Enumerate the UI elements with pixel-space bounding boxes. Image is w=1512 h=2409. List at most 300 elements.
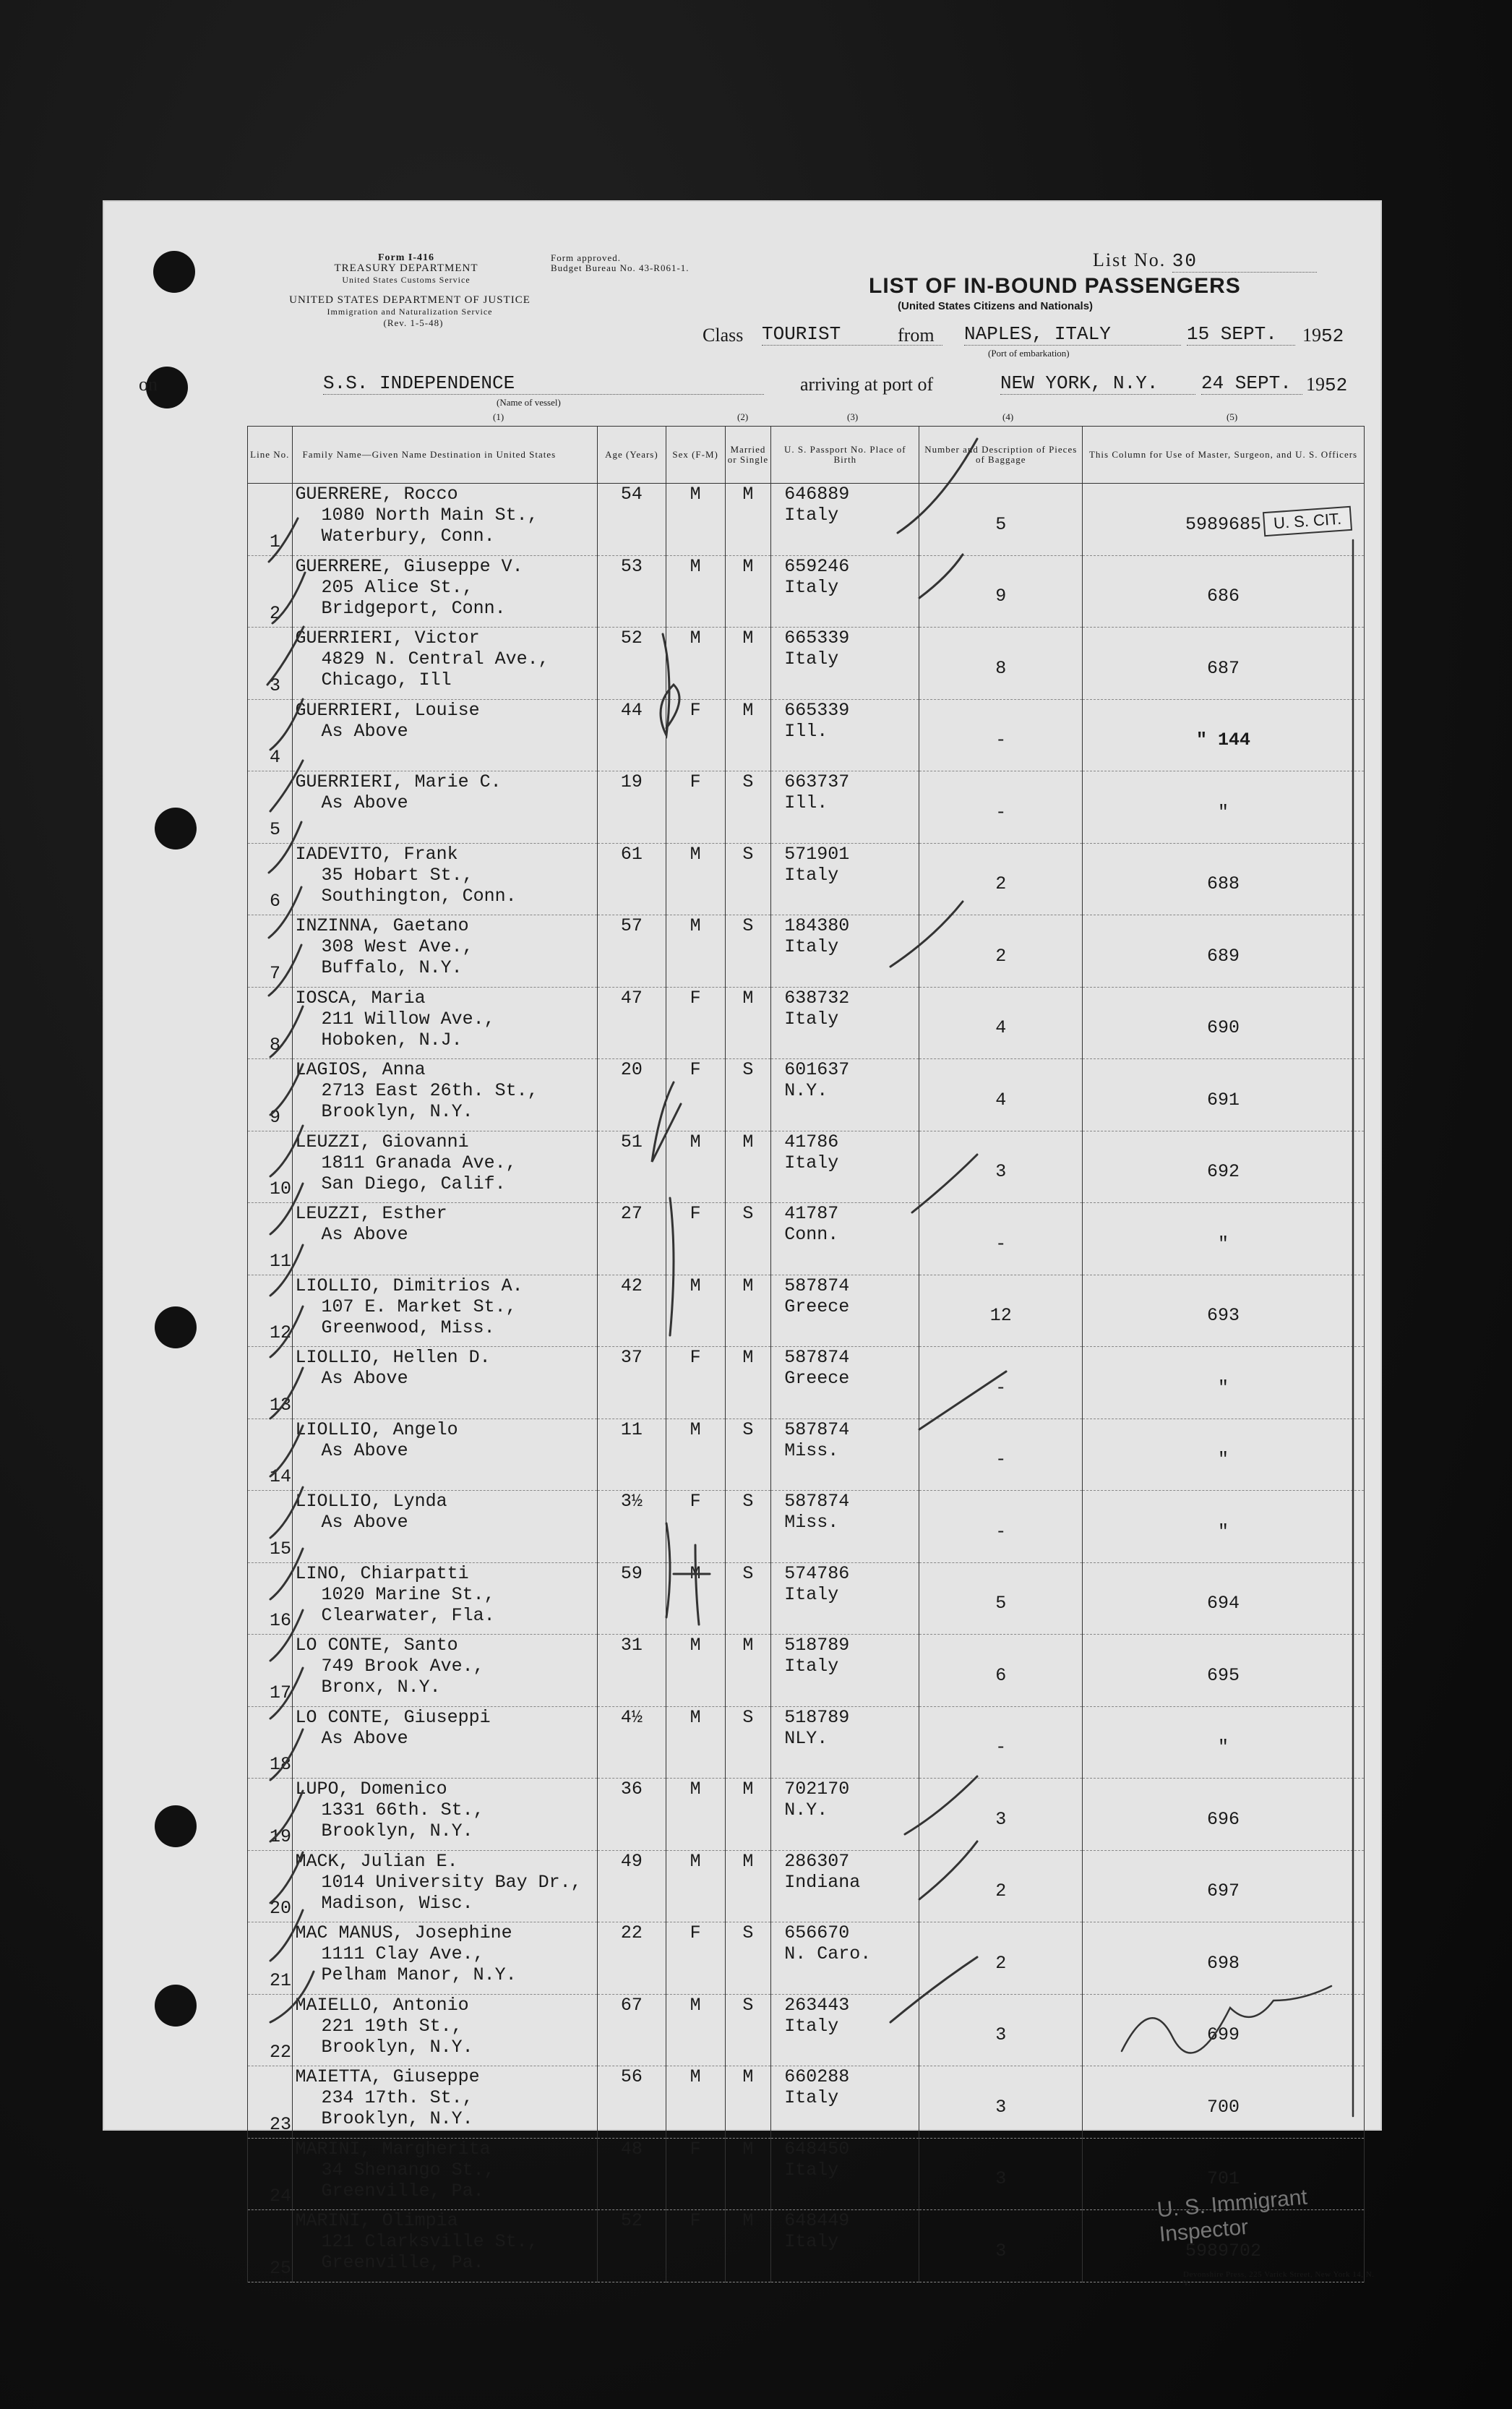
passport-cell bbox=[771, 1203, 919, 1275]
name-destination-cell bbox=[292, 1850, 598, 1922]
baggage-cell bbox=[919, 1347, 1083, 1419]
baggage-cell bbox=[919, 843, 1083, 915]
line-number-cell bbox=[248, 1131, 293, 1203]
age: 51 bbox=[620, 1131, 643, 1152]
marital-status: M bbox=[742, 1275, 754, 1296]
marital-status: M bbox=[742, 2210, 754, 2231]
officer-cell bbox=[1083, 1706, 1365, 1779]
baggage-cell bbox=[919, 1922, 1083, 1995]
officer-number: 686 bbox=[1207, 586, 1240, 607]
marital-cell bbox=[725, 2066, 771, 2139]
passport-cell bbox=[771, 1706, 919, 1779]
name-destination-cell bbox=[292, 1275, 598, 1347]
marital-cell bbox=[725, 1562, 771, 1635]
sex-cell bbox=[666, 1994, 725, 2066]
place-of-birth: Miss. bbox=[784, 1439, 839, 1461]
line-number: 17 bbox=[270, 1682, 292, 1703]
marital-cell bbox=[725, 1922, 771, 1995]
baggage-cell bbox=[919, 1635, 1083, 1707]
address-line-2: Southington, Conn. bbox=[321, 885, 517, 907]
place-of-birth: Italy bbox=[784, 1583, 839, 1605]
age-cell bbox=[598, 771, 666, 844]
baggage-cell bbox=[919, 2138, 1083, 2210]
passport-cell bbox=[771, 987, 919, 1059]
baggage-count: - bbox=[995, 729, 1007, 751]
marital-status: S bbox=[742, 1562, 754, 1584]
line-number-cell bbox=[248, 1491, 293, 1563]
line-number: 16 bbox=[270, 1610, 292, 1631]
marital-cell bbox=[725, 1994, 771, 2066]
sex: F bbox=[690, 1922, 701, 1943]
officer-number: 687 bbox=[1207, 657, 1240, 679]
marital-cell bbox=[725, 1059, 771, 1131]
officer-number: 696 bbox=[1207, 1808, 1240, 1830]
baggage-count: - bbox=[995, 1737, 1007, 1758]
officer-number: " bbox=[1218, 1520, 1229, 1542]
address-line-2: Bridgeport, Conn. bbox=[321, 597, 506, 619]
col-header-age: Age (Years) bbox=[598, 427, 666, 484]
baggage-count: - bbox=[995, 1449, 1007, 1471]
name-destination-cell bbox=[292, 555, 598, 628]
passenger-name: LIOLLIO, Dimitrios A. bbox=[295, 1275, 523, 1296]
printer-footer: Devonshire Press, 225 Varick Street, New York 14, N. Y. bbox=[1183, 2270, 1375, 2288]
officer-cell bbox=[1083, 628, 1365, 700]
line-number: 14 bbox=[270, 1466, 292, 1487]
age-cell bbox=[598, 2210, 666, 2282]
officer-cell bbox=[1083, 1994, 1365, 2066]
marital-status: M bbox=[742, 1635, 754, 1656]
marital-status: M bbox=[742, 1131, 754, 1152]
officer-number: 691 bbox=[1207, 1089, 1240, 1111]
on-label: on bbox=[139, 374, 158, 395]
place-of-birth: Italy bbox=[784, 1656, 839, 1677]
col-header-line: Line No. bbox=[248, 427, 293, 484]
line-number: 4 bbox=[270, 747, 281, 768]
baggage-cell bbox=[919, 1203, 1083, 1275]
passenger-name: IADEVITO, Frank bbox=[295, 843, 458, 865]
officer-number: 698 bbox=[1207, 1952, 1240, 1974]
justice-dept: UNITED STATES DEPARTMENT OF JUSTICE bbox=[289, 294, 531, 306]
line-number-cell bbox=[248, 1419, 293, 1491]
address-line-1: 308 West Ave., bbox=[321, 936, 473, 957]
passport-cell bbox=[771, 915, 919, 988]
col-header-baggage: Number and Description of Pieces of Baggage bbox=[919, 427, 1083, 484]
sex: M bbox=[690, 555, 701, 577]
place-of-birth: N.Y. bbox=[784, 1800, 828, 1820]
officer-number: 5989685 bbox=[1185, 513, 1262, 535]
col-number: (4) bbox=[1002, 411, 1014, 422]
baggage-cell bbox=[919, 2066, 1083, 2139]
table-row bbox=[248, 1419, 1365, 1491]
sex: M bbox=[690, 1562, 701, 1584]
address-line-1: As Above bbox=[321, 1224, 408, 1245]
address-line-2: Brooklyn, N.Y. bbox=[321, 1101, 473, 1122]
address-line-1: 107 E. Market St., bbox=[321, 1296, 517, 1317]
marital-status: S bbox=[742, 1203, 754, 1224]
baggage-count: - bbox=[995, 1233, 1007, 1254]
line-number: 11 bbox=[270, 1250, 292, 1272]
address-line-1: 1080 North Main St., bbox=[321, 505, 538, 526]
baggage-count: 9 bbox=[995, 586, 1007, 607]
col-header-officers: This Column for Use of Master, Surgeon, and U. S. Officers bbox=[1083, 427, 1365, 484]
age-cell bbox=[598, 1203, 666, 1275]
line-number: 22 bbox=[270, 2042, 292, 2063]
table-row bbox=[248, 2066, 1365, 2139]
sex-cell bbox=[666, 699, 725, 771]
class-value: TOURIST bbox=[762, 323, 942, 346]
age-cell bbox=[598, 1706, 666, 1779]
passenger-name: GUERRIERI, Marie C. bbox=[295, 771, 502, 792]
address-line-1: As Above bbox=[321, 1512, 408, 1533]
place-of-birth: Italy bbox=[784, 576, 839, 598]
sex: F bbox=[690, 1491, 701, 1512]
age-cell bbox=[598, 1131, 666, 1203]
passenger-name: LIOLLIO, Lynda bbox=[295, 1491, 447, 1512]
baggage-cell bbox=[919, 1994, 1083, 2066]
age-cell bbox=[598, 1850, 666, 1922]
list-number: 30 bbox=[1172, 250, 1317, 273]
marital-cell bbox=[725, 771, 771, 844]
baggage-count: 3 bbox=[995, 2024, 1007, 2046]
passenger-rows bbox=[248, 484, 1365, 2282]
passenger-name: LEUZZI, Esther bbox=[295, 1203, 447, 1224]
table-header-row bbox=[248, 427, 1365, 484]
officer-number: " bbox=[1218, 1233, 1229, 1254]
marital-status: M bbox=[742, 628, 754, 649]
name-destination-cell bbox=[292, 1922, 598, 1995]
place-of-birth: Italy bbox=[784, 2087, 839, 2108]
table-row bbox=[248, 1059, 1365, 1131]
age: 27 bbox=[620, 1203, 643, 1224]
line-number: 19 bbox=[270, 1826, 292, 1847]
baggage-count: 4 bbox=[995, 1089, 1007, 1111]
sex-cell bbox=[666, 1491, 725, 1563]
age: 57 bbox=[620, 915, 643, 936]
age: 3½ bbox=[620, 1491, 643, 1512]
passport-number: 646889 bbox=[784, 484, 850, 505]
address-line-1: 749 Brook Ave., bbox=[321, 1656, 484, 1677]
col-number: (3) bbox=[847, 411, 859, 422]
baggage-cell bbox=[919, 1491, 1083, 1563]
officer-cell bbox=[1083, 1419, 1365, 1491]
officer-number: 699 bbox=[1207, 2024, 1240, 2046]
marital-cell bbox=[725, 699, 771, 771]
marital-status: S bbox=[742, 1059, 754, 1080]
age-cell bbox=[598, 2066, 666, 2139]
name-destination-cell bbox=[292, 1706, 598, 1779]
place-of-birth: Indiana bbox=[784, 1871, 861, 1893]
age: 53 bbox=[620, 555, 643, 577]
age: 52 bbox=[620, 628, 643, 649]
age-cell bbox=[598, 2138, 666, 2210]
punch-hole bbox=[155, 1805, 197, 1847]
sex-cell bbox=[666, 1635, 725, 1707]
officer-number: 689 bbox=[1207, 945, 1240, 967]
address-line-1: As Above bbox=[321, 1727, 408, 1749]
marital-cell bbox=[725, 1131, 771, 1203]
passport-number: 518789 bbox=[784, 1706, 850, 1728]
passenger-name: GUERRIERI, Victor bbox=[295, 628, 480, 649]
name-destination-cell bbox=[292, 843, 598, 915]
place-of-birth: Italy bbox=[784, 649, 839, 669]
name-destination-cell bbox=[292, 1635, 598, 1707]
passport-cell bbox=[771, 1131, 919, 1203]
sex: M bbox=[690, 1419, 701, 1440]
line-number: 12 bbox=[270, 1322, 292, 1343]
baggage-count: 3 bbox=[995, 1808, 1007, 1830]
table-row bbox=[248, 699, 1365, 771]
passenger-name: MARINI, Olimpia bbox=[295, 2210, 458, 2231]
age-cell bbox=[598, 1779, 666, 1851]
address-line-2: Greenwood, Miss. bbox=[321, 1317, 495, 1338]
marital-status: M bbox=[742, 1347, 754, 1368]
embark-caption: (Port of embarkation) bbox=[988, 348, 1070, 359]
table-row bbox=[248, 1203, 1365, 1275]
line-number-cell bbox=[248, 555, 293, 628]
address-line-1: 221 19th St., bbox=[321, 2015, 463, 2037]
marital-cell bbox=[725, 1491, 771, 1563]
passenger-name: LIOLLIO, Angelo bbox=[295, 1419, 458, 1440]
passport-number: 665339 bbox=[784, 699, 850, 721]
name-destination-cell bbox=[292, 2210, 598, 2282]
marital-cell bbox=[725, 915, 771, 988]
baggage-count: - bbox=[995, 801, 1007, 823]
baggage-cell bbox=[919, 484, 1083, 556]
sex: M bbox=[690, 2066, 701, 2087]
baggage-count: 2 bbox=[995, 945, 1007, 967]
officer-cell bbox=[1083, 1275, 1365, 1347]
baggage-cell bbox=[919, 699, 1083, 771]
sex-cell bbox=[666, 1850, 725, 1922]
sex: M bbox=[690, 628, 701, 649]
passenger-name: MACK, Julian E. bbox=[295, 1850, 458, 1872]
sex: F bbox=[690, 771, 701, 792]
baggage-cell bbox=[919, 1779, 1083, 1851]
name-destination-cell bbox=[292, 1059, 598, 1131]
line-number: 1 bbox=[270, 531, 281, 552]
sex: M bbox=[690, 1850, 701, 1872]
passport-number: 518789 bbox=[784, 1635, 850, 1656]
passport-cell bbox=[771, 2066, 919, 2139]
vessel-name: S.S. INDEPENDENCE bbox=[323, 372, 764, 395]
sex: M bbox=[690, 1275, 701, 1296]
sex-cell bbox=[666, 1706, 725, 1779]
age-cell bbox=[598, 987, 666, 1059]
address-line-2: Buffalo, N.Y. bbox=[321, 957, 463, 978]
age: 47 bbox=[620, 987, 643, 1009]
line-number: 10 bbox=[270, 1178, 292, 1199]
age-cell bbox=[598, 1419, 666, 1491]
passport-cell bbox=[771, 1491, 919, 1563]
address-line-1: 1331 66th. St., bbox=[321, 1800, 484, 1820]
passenger-name: LO CONTE, Giuseppi bbox=[295, 1706, 491, 1728]
baggage-count: 2 bbox=[995, 873, 1007, 895]
officer-cell bbox=[1083, 1059, 1365, 1131]
arrival-date: 24 SEPT. bbox=[1201, 372, 1302, 395]
line-number-cell bbox=[248, 2066, 293, 2139]
sex: M bbox=[690, 484, 701, 505]
line-number-cell bbox=[248, 1779, 293, 1851]
place-of-birth: Italy bbox=[784, 936, 839, 957]
officer-cell bbox=[1083, 1203, 1365, 1275]
col-header-passport: U. S. Passport No. Place of Birth bbox=[771, 427, 919, 484]
baggage-count: 2 bbox=[995, 1880, 1007, 1902]
sex-cell bbox=[666, 628, 725, 700]
marital-status: M bbox=[742, 484, 754, 505]
age: 67 bbox=[620, 1994, 643, 2016]
name-destination-cell bbox=[292, 1203, 598, 1275]
passport-number: 41787 bbox=[784, 1203, 839, 1224]
col-header-sex: Sex (F-M) bbox=[666, 427, 725, 484]
passport-number: 665339 bbox=[784, 628, 850, 649]
embark-date: 15 SEPT. bbox=[1187, 323, 1295, 346]
sex-cell bbox=[666, 1922, 725, 1995]
baggage-cell bbox=[919, 1706, 1083, 1779]
age: 52 bbox=[620, 2210, 643, 2231]
name-destination-cell bbox=[292, 1562, 598, 1635]
baggage-count: 4 bbox=[995, 1017, 1007, 1039]
line-number: 9 bbox=[270, 1106, 281, 1128]
line-number: 25 bbox=[270, 2257, 292, 2279]
line-number-cell bbox=[248, 987, 293, 1059]
marital-cell bbox=[725, 1635, 771, 1707]
list-number-label: List No. 30 bbox=[1093, 249, 1317, 273]
sex-cell bbox=[666, 484, 725, 556]
marital-status: S bbox=[742, 1419, 754, 1440]
baggage-count: 8 bbox=[995, 657, 1007, 679]
sex-cell bbox=[666, 555, 725, 628]
passenger-name: MAIETTA, Giuseppe bbox=[295, 2066, 480, 2087]
table-row bbox=[248, 843, 1365, 915]
passport-number: 659246 bbox=[784, 555, 850, 577]
marital-status: M bbox=[742, 987, 754, 1009]
sex-cell bbox=[666, 1419, 725, 1491]
sex: M bbox=[690, 1131, 701, 1152]
place-of-birth: Ill. bbox=[784, 720, 828, 742]
officer-number: " bbox=[1218, 801, 1229, 823]
passport-number: 574786 bbox=[784, 1562, 850, 1584]
passport-cell bbox=[771, 1275, 919, 1347]
passport-number: 571901 bbox=[784, 843, 850, 865]
line-number-cell bbox=[248, 1850, 293, 1922]
line-number-cell bbox=[248, 1059, 293, 1131]
line-number: 24 bbox=[270, 2186, 292, 2207]
place-of-birth: Greece bbox=[784, 1296, 850, 1317]
address-line-1: 234 17th. St., bbox=[321, 2087, 473, 2108]
address-line-1: 2713 East 26th. St., bbox=[321, 1080, 538, 1101]
line-number: 5 bbox=[270, 818, 281, 840]
marital-cell bbox=[725, 628, 771, 700]
punch-hole bbox=[153, 251, 195, 293]
table-row bbox=[248, 771, 1365, 844]
baggage-count: 3 bbox=[995, 2168, 1007, 2190]
sex: F bbox=[690, 699, 701, 721]
passenger-name: LO CONTE, Santo bbox=[295, 1635, 458, 1656]
passport-cell bbox=[771, 1994, 919, 2066]
line-number: 13 bbox=[270, 1394, 292, 1416]
line-number-cell bbox=[248, 1275, 293, 1347]
baggage-cell bbox=[919, 1275, 1083, 1347]
line-number-cell bbox=[248, 1203, 293, 1275]
passport-cell bbox=[771, 1635, 919, 1707]
name-destination-cell bbox=[292, 1419, 598, 1491]
punch-hole bbox=[155, 1985, 197, 2027]
marital-cell bbox=[725, 1706, 771, 1779]
officer-cell bbox=[1083, 1635, 1365, 1707]
line-number-cell bbox=[248, 843, 293, 915]
passport-number: 601637 bbox=[784, 1059, 850, 1080]
address-line-1: 1020 Marine St., bbox=[321, 1583, 495, 1605]
passenger-manifest-sheet bbox=[103, 200, 1382, 2288]
baggage-cell bbox=[919, 915, 1083, 988]
col-number: (5) bbox=[1227, 411, 1238, 422]
officer-cell bbox=[1083, 1491, 1365, 1563]
sex-cell bbox=[666, 2066, 725, 2139]
table-row bbox=[248, 1850, 1365, 1922]
marital-status: M bbox=[742, 699, 754, 721]
age-cell bbox=[598, 1635, 666, 1707]
baggage-count: 5 bbox=[995, 1593, 1007, 1614]
line-number-cell bbox=[248, 1635, 293, 1707]
age: 4½ bbox=[620, 1706, 643, 1728]
address-line-1: 1111 Clay Ave., bbox=[321, 1943, 484, 1964]
marital-status: M bbox=[742, 555, 754, 577]
age: 44 bbox=[620, 699, 643, 721]
passport-number: 656670 bbox=[784, 1922, 850, 1943]
address-line-1: 35 Hobart St., bbox=[321, 864, 473, 886]
place-of-birth: Ill. bbox=[784, 792, 828, 813]
marital-cell bbox=[725, 987, 771, 1059]
passenger-name: MARINI, Margherita bbox=[295, 2138, 491, 2160]
passport-number: 41786 bbox=[784, 1131, 839, 1152]
col-header-name: Family Name—Given Name Destination in United States bbox=[292, 427, 598, 484]
sex: F bbox=[690, 1347, 701, 1368]
baggage-count: 5 bbox=[995, 513, 1007, 535]
age-cell bbox=[598, 1994, 666, 2066]
address-line-2: Hoboken, N.J. bbox=[321, 1029, 463, 1051]
name-destination-cell bbox=[292, 484, 598, 556]
baggage-count: 2 bbox=[995, 1952, 1007, 1974]
address-line-1: As Above bbox=[321, 1368, 408, 1389]
baggage-cell bbox=[919, 1059, 1083, 1131]
marital-status: S bbox=[742, 1491, 754, 1512]
passport-cell bbox=[771, 1922, 919, 1995]
officer-number: 694 bbox=[1207, 1593, 1240, 1614]
place-of-birth: Italy bbox=[784, 1152, 839, 1173]
marital-cell bbox=[725, 484, 771, 556]
officer-number: " bbox=[1218, 1449, 1229, 1471]
table-row bbox=[248, 1131, 1365, 1203]
class-label: Class bbox=[703, 325, 744, 346]
address-line-1: 1811 Granada Ave., bbox=[321, 1152, 517, 1173]
passenger-table bbox=[247, 426, 1365, 2282]
col-header-married: Married or Single bbox=[725, 427, 771, 484]
treasury-dept: TREASURY DEPARTMENT bbox=[334, 262, 478, 274]
sex: F bbox=[690, 987, 701, 1009]
table-row bbox=[248, 1779, 1365, 1851]
marital-cell bbox=[725, 2138, 771, 2210]
passport-number: 648450 bbox=[784, 2138, 850, 2160]
budget-bureau: Budget Bureau No. 43-R061-1. bbox=[551, 262, 690, 273]
line-number: 21 bbox=[270, 1969, 292, 1991]
sex: M bbox=[690, 1635, 701, 1656]
line-number-cell bbox=[248, 1562, 293, 1635]
marital-status: M bbox=[742, 2066, 754, 2087]
sex: F bbox=[690, 1059, 701, 1080]
officer-number: 697 bbox=[1207, 1880, 1240, 1902]
address-line-1: 1014 University Bay Dr., bbox=[321, 1871, 582, 1893]
marital-cell bbox=[725, 1419, 771, 1491]
